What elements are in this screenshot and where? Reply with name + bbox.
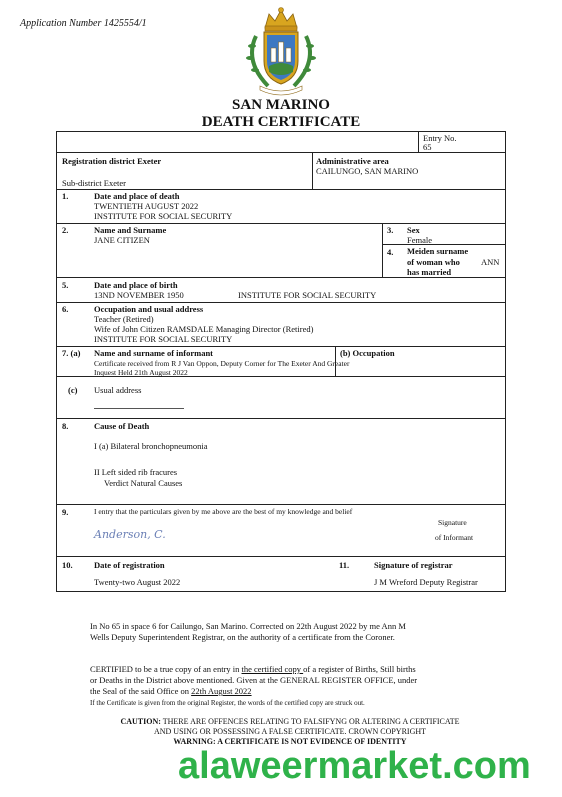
section-7c-number: (c) — [68, 385, 78, 395]
cert-text-a: CERTIFIED to be a true copy of an entry in — [90, 664, 242, 674]
registrar-signature-label: Signature of registrar — [374, 560, 453, 570]
certification-line-1 — [90, 664, 490, 675]
certification-line-2: or Deaths in the District above mentioned. Given at the GENERAL REGISTER OFFICE, under — [90, 675, 418, 685]
certification-line-4: If the Certificate is given from the original Register, the words of the certified copy are struck out. — [90, 699, 365, 707]
section-11-number: 11. — [339, 560, 350, 570]
maiden-surname-label-2: of woman who — [407, 257, 460, 267]
section-6-number: 6. — [62, 304, 69, 314]
cause-line-1: I (a) Bilateral bronchopneumonia — [94, 441, 208, 451]
signature-label: Signature — [438, 518, 467, 527]
informant-signature: Anderson, C. — [94, 528, 166, 541]
document-title: DEATH CERTIFICATE — [201, 114, 361, 130]
registration-date-label: Date of registration — [94, 560, 165, 570]
caution-line-2: AND USING OR POSSESSING A FALSE CERTIFICATE. CROWN COPYRIGHT — [153, 727, 427, 736]
section-1-number: 1. — [62, 191, 69, 201]
registrar-name: J M Wreford Deputy Registrar — [374, 577, 478, 587]
cert-seal-date: 22th August 2022 — [191, 686, 252, 696]
occupation-line-2: Wife of John Citizen RAMSDALE Managing Director (Retired) — [94, 324, 314, 334]
admin-area-value: CAILUNGO, SAN MARINO — [316, 166, 419, 176]
cause-of-death-label: Cause of Death — [94, 421, 150, 431]
watermark-text: alaweermarket.com — [178, 745, 531, 787]
cert-text-b: the certified copy — [241, 664, 304, 674]
death-date: TWENTIETH AUGUST 2022 — [94, 201, 199, 211]
san-marino-coat-of-arms — [238, 6, 324, 96]
sex-label: Sex — [407, 225, 420, 235]
correction-note-1: In No 65 in space 6 for Cailungo, San Marino. Corrected on 22th August 2022 by me Ann M — [90, 621, 406, 631]
admin-area-label: Administrative area — [316, 156, 389, 166]
section-2-number: 2. — [62, 225, 69, 235]
usual-address-blank — [94, 408, 184, 409]
section-3-number: 3. — [387, 225, 394, 235]
maiden-surname-label-3: has married — [407, 267, 452, 277]
section-5-number: 5. — [62, 280, 69, 290]
section-9-number: 9. — [62, 507, 69, 517]
informant-line-2: Inquest Held 21th August 2022 — [94, 368, 188, 377]
caution-text: THERE ARE OFFENCES RELATING TO FALSIFYNG OR ALTERING A CERTIFICATE — [160, 717, 460, 726]
country-title: SAN MARINO — [232, 97, 330, 113]
occupation-address-label: Occupation and usual address — [94, 304, 204, 314]
deceased-name: JANE CITIZEN — [94, 235, 150, 245]
certification-line-3 — [90, 686, 490, 697]
entry-label: Entry No. — [423, 133, 457, 143]
sub-district: Sub-district Exeter — [62, 178, 126, 188]
birth-date-place-label: Date and place of birth — [94, 280, 178, 290]
informant-declaration: I entry that the particulars given by me above are the best of my knowledge and belief — [94, 507, 353, 516]
maiden-surname-value: ANN — [481, 257, 500, 267]
section-7a-number: 7. (a) — [62, 348, 81, 358]
name-surname-label: Name and Surname — [94, 225, 167, 235]
occupation-line-1: Teacher (Retired) — [94, 314, 154, 324]
cert-text-c: of a register of Births, Still births — [303, 664, 416, 674]
usual-address-label: Usual address — [94, 385, 142, 395]
occupation-b-label: (b) Occupation — [340, 348, 395, 358]
entry-number: 65 — [423, 142, 432, 152]
section-4-number: 4. — [387, 247, 394, 257]
informant-label: Name and surname of informant — [94, 348, 213, 358]
section-8-number: 8. — [62, 421, 69, 431]
birth-place: INSTITUTE FOR SOCIAL SECURITY — [238, 290, 377, 300]
cert-seal-text: the Seal of the said Office on — [90, 686, 192, 696]
caution-line-1 — [90, 717, 490, 727]
death-certificate-form — [56, 131, 506, 592]
cause-line-2: II Left sided rib fracures — [94, 467, 178, 477]
birth-date: 13ND NOVEMBER 1950 — [94, 290, 184, 300]
death-date-place-label: Date and place of death — [94, 191, 180, 201]
informant-line-1: Certificate received from R J Van Oppon, Deputy Corner for The Exeter And Greater — [94, 359, 350, 368]
caution-label: CAUTION: — [120, 717, 161, 726]
application-number: Application Number 1425554/1 — [20, 18, 147, 29]
occupation-line-3: INSTITUTE FOR SOCIAL SECURITY — [94, 334, 233, 344]
warning-line: WARNING: A CERTIFICATE IS NOT EVIDENCE OF IDENTITY — [173, 737, 407, 746]
correction-note-2: Wells Deputy Superintendent Registrar, on the authority of a certificate from the Coroner. — [90, 632, 395, 642]
death-place: INSTITUTE FOR SOCIAL SECURITY — [94, 211, 233, 221]
sex-value: Female — [407, 235, 433, 245]
cause-line-3: Verdict Natural Causes — [104, 478, 183, 488]
registration-district: Registration district Exeter — [62, 156, 162, 166]
section-10-number: 10. — [62, 560, 73, 570]
registration-date: Twenty-two August 2022 — [94, 577, 181, 587]
maiden-surname-label-1: Meiden surname — [407, 246, 469, 256]
of-informant-label: of Informant — [435, 533, 474, 542]
